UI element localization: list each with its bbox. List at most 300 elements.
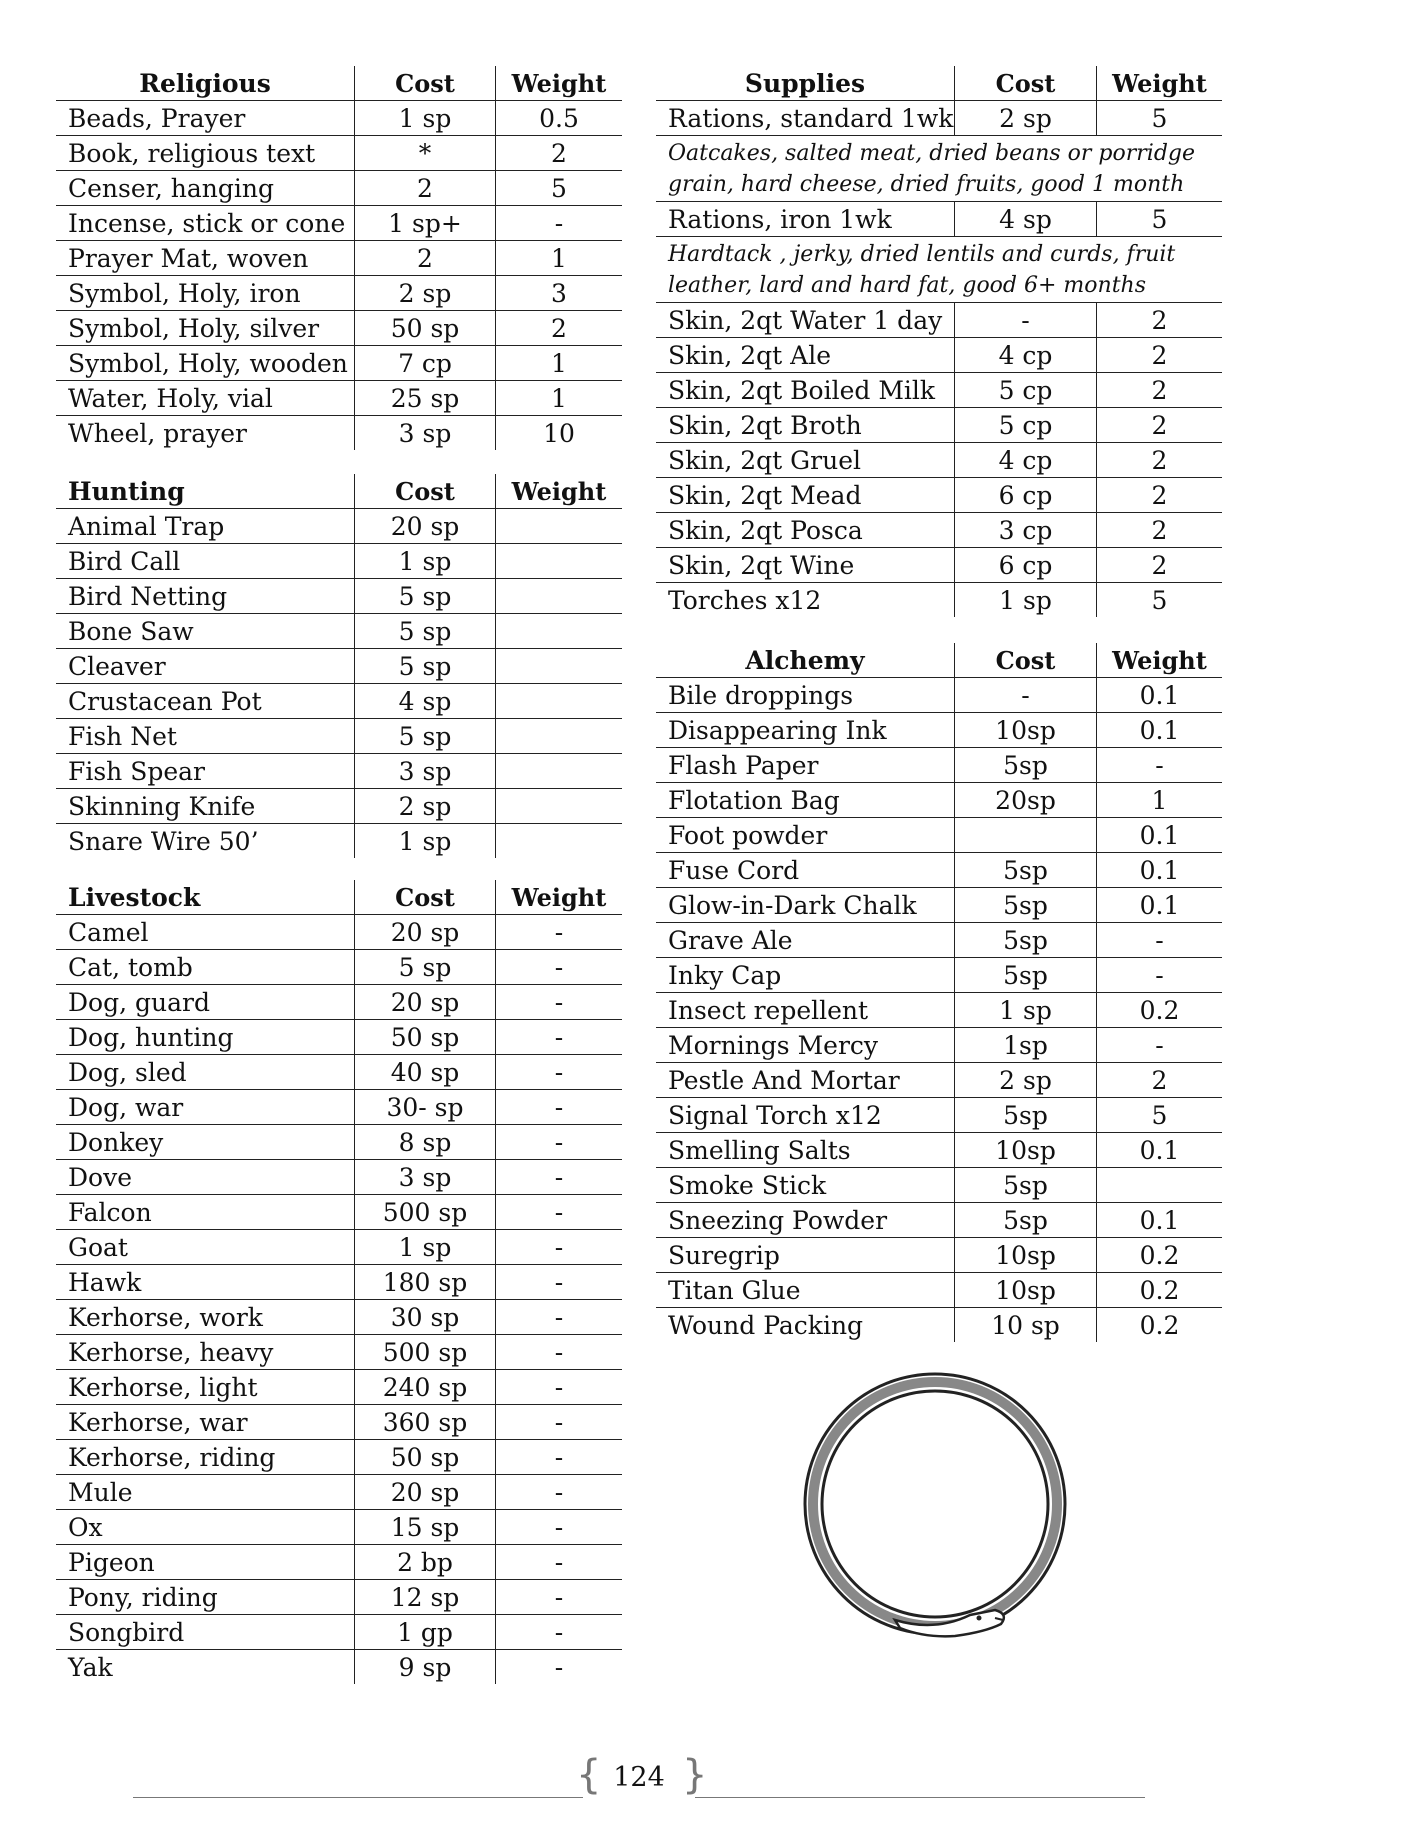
item-name: Incense, stick or cone (68, 209, 346, 238)
table-row (56, 1125, 622, 1160)
table-row (656, 548, 1222, 583)
item-cost: 4 cp (954, 338, 1097, 372)
item-name: Sneezing Powder (668, 1206, 888, 1235)
item-weight: 5 (1151, 104, 1168, 133)
item-weight: - (554, 1443, 564, 1472)
table-row (656, 1028, 1222, 1063)
table-row (656, 818, 1222, 853)
item-cost: 5sp (954, 748, 1097, 782)
item-cost: 6 cp (954, 478, 1097, 512)
item-cost: 5sp (954, 958, 1097, 992)
item-cost: 10sp (954, 1273, 1097, 1307)
item-cost: 5 cp (954, 408, 1097, 442)
table-row (56, 311, 622, 346)
table-row (56, 1300, 622, 1335)
cost-header: Cost (354, 474, 496, 508)
table-header-row (656, 66, 1222, 101)
table-row (56, 346, 622, 381)
table-row (56, 1475, 622, 1510)
item-weight: - (554, 1408, 564, 1437)
item-weight: - (554, 1303, 564, 1332)
table-row (56, 1650, 622, 1684)
table-row (56, 649, 622, 684)
item-name: Mule (68, 1478, 133, 1507)
item-weight: - (1155, 961, 1164, 990)
item-name: Yak (68, 1653, 113, 1682)
table-row (56, 206, 622, 241)
item-cost: 4 sp (954, 202, 1097, 236)
table-row (56, 171, 622, 206)
table-row (656, 678, 1222, 713)
item-weight: 2 (1151, 516, 1168, 545)
table-row (656, 958, 1222, 993)
item-cost: 1 sp (954, 583, 1097, 617)
ouroboros-icon (795, 1370, 1085, 1650)
item-name: Signal Torch x12 (668, 1101, 882, 1130)
item-cost: 9 sp (354, 1650, 496, 1684)
item-name: Donkey (68, 1128, 164, 1157)
item-weight: 2 (1151, 306, 1168, 335)
item-weight: 3 (551, 279, 567, 308)
item-weight: 0.1 (1139, 1136, 1180, 1165)
item-cost: 1 sp (354, 824, 496, 858)
item-cost: 25 sp (354, 381, 496, 415)
item-cost: 50 sp (354, 1020, 496, 1054)
item-cost: 500 sp (354, 1335, 496, 1369)
section-title: Religious (139, 69, 271, 98)
item-weight: - (1155, 751, 1164, 780)
item-weight: 0.1 (1139, 821, 1180, 850)
table-row (56, 1405, 622, 1440)
item-cost: 2 sp (954, 101, 1097, 135)
item-name: Inky Cap (668, 961, 782, 990)
table-row (656, 338, 1222, 373)
table-row (656, 202, 1222, 237)
item-name: Fish Net (68, 722, 177, 751)
table-row (656, 101, 1222, 136)
item-weight (496, 509, 622, 543)
weight-header: Weight (511, 69, 607, 98)
item-weight: 2 (551, 314, 567, 343)
item-cost: 5sp (954, 853, 1097, 887)
item-weight: - (554, 1583, 564, 1612)
item-name: Fish Spear (68, 757, 205, 786)
item-name: Bone Saw (68, 617, 194, 646)
item-name: Fuse Cord (668, 856, 800, 885)
item-name: Symbol, Holy, iron (68, 279, 301, 308)
item-weight: - (554, 1023, 564, 1052)
item-name: Bile droppings (668, 681, 854, 710)
item-name: Hawk (68, 1268, 142, 1297)
item-weight: 5 (1151, 205, 1168, 234)
item-cost: 360 sp (354, 1405, 496, 1439)
table-row (656, 783, 1222, 818)
item-name: Snare Wire 50’ (68, 827, 259, 856)
item-name: Skin, 2qt Boiled Milk (668, 376, 936, 405)
table-row (56, 1510, 622, 1545)
item-name: Grave Ale (668, 926, 793, 955)
table-row (56, 754, 622, 789)
item-name: Pigeon (68, 1548, 155, 1577)
item-weight: - (554, 1338, 564, 1367)
table-row (56, 416, 622, 450)
item-cost: 2 bp (354, 1545, 496, 1579)
item-name: Skinning Knife (68, 792, 256, 821)
table-row (656, 1273, 1222, 1308)
item-weight: 0.1 (1139, 856, 1180, 885)
item-name: Bird Netting (68, 582, 228, 611)
item-name: Skin, 2qt Ale (668, 341, 832, 370)
item-weight: - (1155, 926, 1164, 955)
item-cost: - (954, 303, 1097, 337)
item-name: Ox (68, 1513, 103, 1542)
item-name: Rations, standard 1wk (668, 104, 954, 133)
table-row (656, 993, 1222, 1028)
item-name: Cat, tomb (68, 953, 193, 982)
item-cost: 10sp (954, 1238, 1097, 1272)
table-row (56, 1020, 622, 1055)
item-cost: 20 sp (354, 915, 496, 949)
item-cost: 10 sp (954, 1308, 1097, 1342)
item-cost: 10sp (954, 713, 1097, 747)
item-cost: 20 sp (354, 1475, 496, 1509)
item-name: Torches x12 (668, 586, 822, 615)
item-weight: 2 (1151, 446, 1168, 475)
item-name: Kerhorse, light (68, 1373, 258, 1402)
item-weight: 0.2 (1139, 996, 1180, 1025)
table-row (56, 1230, 622, 1265)
religious-table (56, 66, 622, 450)
table-row (56, 509, 622, 544)
item-weight: 0.1 (1139, 1206, 1180, 1235)
item-weight (496, 579, 622, 613)
item-name: Bird Call (68, 547, 181, 576)
item-cost: 5sp (954, 1203, 1097, 1237)
item-weight (496, 719, 622, 753)
item-name: Cleaver (68, 652, 166, 681)
item-weight: 5 (551, 174, 567, 203)
table-row (656, 1063, 1222, 1098)
item-cost: 2 (354, 171, 496, 205)
item-name: Suregrip (668, 1241, 780, 1270)
footer-rule-right (695, 1797, 1145, 1798)
item-cost: 5sp (954, 888, 1097, 922)
item-cost: 20 sp (354, 985, 496, 1019)
item-cost: 6 cp (954, 548, 1097, 582)
item-name: Titan Glue (668, 1276, 801, 1305)
item-name: Wheel, prayer (68, 419, 248, 448)
table-row (56, 789, 622, 824)
table-row (56, 544, 622, 579)
item-cost: 3 sp (354, 416, 496, 450)
item-weight: 5 (1151, 1101, 1168, 1130)
table-row (56, 1440, 622, 1475)
section-title: Supplies (744, 69, 866, 98)
item-weight: - (554, 1373, 564, 1402)
item-weight: 1 (551, 384, 567, 413)
page-number: 124 (613, 1762, 665, 1793)
table-row (656, 1168, 1222, 1203)
table-row (56, 241, 622, 276)
item-cost: 10sp (954, 1133, 1097, 1167)
item-weight: - (1155, 1031, 1164, 1060)
ration-description: Hardtack , jerky, dried lentils and curds, fruit leather, lard and hard fat, good 6+ months (656, 237, 1222, 303)
item-name: Prayer Mat, woven (68, 244, 309, 273)
item-name: Dog, sled (68, 1058, 187, 1087)
item-weight (496, 544, 622, 578)
item-name: Goat (68, 1233, 128, 1262)
table-row (656, 478, 1222, 513)
item-name: Skin, 2qt Broth (668, 411, 862, 440)
table-row (656, 888, 1222, 923)
item-name: Kerhorse, work (68, 1303, 263, 1332)
item-cost: 15 sp (354, 1510, 496, 1544)
table-row (656, 373, 1222, 408)
table-row (656, 303, 1222, 338)
item-cost: 5 sp (354, 579, 496, 613)
table-row (56, 1090, 622, 1125)
item-cost: 240 sp (354, 1370, 496, 1404)
table-row (56, 1370, 622, 1405)
item-name: Songbird (68, 1618, 185, 1647)
item-name: Insect repellent (668, 996, 869, 1025)
item-name: Kerhorse, heavy (68, 1338, 274, 1367)
item-cost: 20 sp (354, 509, 496, 543)
livestock-table (56, 880, 622, 1684)
item-cost: 5 sp (354, 950, 496, 984)
item-weight: 2 (551, 139, 567, 168)
item-cost: 2 (354, 241, 496, 275)
footer-brace-left: { (576, 1752, 602, 1798)
item-weight: 1 (551, 244, 567, 273)
item-name: Dog, hunting (68, 1023, 234, 1052)
item-name: Symbol, Holy, wooden (68, 349, 348, 378)
table-row (56, 1195, 622, 1230)
item-weight: 1 (551, 349, 567, 378)
section-title: Hunting (68, 477, 185, 506)
item-cost: 180 sp (354, 1265, 496, 1299)
table-row (656, 713, 1222, 748)
item-cost: 5 sp (354, 649, 496, 683)
table-row (656, 748, 1222, 783)
item-weight: 0.2 (1139, 1311, 1180, 1340)
cost-header: Cost (954, 66, 1097, 100)
table-row (656, 1203, 1222, 1238)
cost-header: Cost (954, 643, 1097, 677)
item-name: Skin, 2qt Wine (668, 551, 855, 580)
item-weight: - (554, 1128, 564, 1157)
item-weight: 2 (1151, 341, 1168, 370)
item-cost: 30 sp (354, 1300, 496, 1334)
item-weight: - (554, 1268, 564, 1297)
table-row (56, 1335, 622, 1370)
item-cost: 3 cp (954, 513, 1097, 547)
item-weight (496, 649, 622, 683)
item-name: Flotation Bag (668, 786, 840, 815)
table-header-row (56, 474, 622, 509)
item-cost: 2 sp (354, 276, 496, 310)
item-cost: 40 sp (354, 1055, 496, 1089)
item-weight: - (554, 1618, 564, 1647)
table-row (656, 408, 1222, 443)
item-weight: 0.1 (1139, 716, 1180, 745)
table-row (56, 950, 622, 985)
item-weight: 0.1 (1139, 891, 1180, 920)
item-cost: 50 sp (354, 311, 496, 345)
item-weight: - (554, 1163, 564, 1192)
item-name: Censer, hanging (68, 174, 274, 203)
item-name: Kerhorse, war (68, 1408, 248, 1437)
item-weight: 2 (1151, 551, 1168, 580)
item-cost: 1sp (954, 1028, 1097, 1062)
item-weight: - (554, 1653, 564, 1682)
table-header-row (56, 880, 622, 915)
item-cost: 5 cp (954, 373, 1097, 407)
item-name: Symbol, Holy, silver (68, 314, 320, 343)
item-cost: 2 sp (954, 1063, 1097, 1097)
hunting-table (56, 474, 622, 858)
item-name: Camel (68, 918, 149, 947)
item-cost: 3 sp (354, 1160, 496, 1194)
item-name: Smelling Salts (668, 1136, 851, 1165)
item-cost: 5 sp (354, 719, 496, 753)
item-weight: 10 (543, 419, 575, 448)
item-weight (496, 614, 622, 648)
item-cost: 3 sp (354, 754, 496, 788)
item-name: Foot powder (668, 821, 828, 850)
item-cost: 4 cp (954, 443, 1097, 477)
weight-header: Weight (1112, 69, 1207, 98)
table-row (56, 381, 622, 416)
item-weight: - (554, 1513, 564, 1542)
table-row (56, 614, 622, 649)
item-cost: 1 sp (354, 101, 496, 135)
item-name: Mornings Mercy (668, 1031, 879, 1060)
item-weight: - (554, 988, 564, 1017)
item-cost: 4 sp (354, 684, 496, 718)
item-cost: * (354, 136, 496, 170)
item-name: Smoke Stick (668, 1171, 827, 1200)
table-row (56, 915, 622, 950)
item-name: Dog, war (68, 1093, 184, 1122)
item-weight: 0.2 (1139, 1241, 1180, 1270)
item-cost: 30- sp (354, 1090, 496, 1124)
table-row (56, 1580, 622, 1615)
table-row (56, 1615, 622, 1650)
item-name: Disappearing Ink (668, 716, 887, 745)
alchemy-table (656, 643, 1222, 1342)
table-row (656, 583, 1222, 617)
item-name: Crustacean Pot (68, 687, 262, 716)
item-weight: - (554, 953, 564, 982)
item-weight: 0.2 (1139, 1276, 1180, 1305)
item-weight: - (554, 209, 564, 238)
item-weight (496, 684, 622, 718)
item-cost: 12 sp (354, 1580, 496, 1614)
footer-rule-left (133, 1797, 583, 1798)
table-row (56, 1160, 622, 1195)
weight-header: Weight (511, 477, 607, 506)
table-row (56, 684, 622, 719)
item-name: Wound Packing (668, 1311, 864, 1340)
item-weight: - (554, 1093, 564, 1122)
item-name: Falcon (68, 1198, 152, 1227)
item-cost: 1 sp+ (354, 206, 496, 240)
item-name: Water, Holy, vial (68, 384, 273, 413)
item-name: Dove (68, 1163, 133, 1192)
item-cost: 5sp (954, 1168, 1097, 1202)
item-name: Skin, 2qt Mead (668, 481, 862, 510)
item-cost: 5sp (954, 1098, 1097, 1132)
weight-header: Weight (511, 883, 607, 912)
item-name: Flash Paper (668, 751, 819, 780)
item-cost: 20sp (954, 783, 1097, 817)
item-cost: 7 cp (354, 346, 496, 380)
item-weight: 2 (1151, 481, 1168, 510)
item-name: Kerhorse, riding (68, 1443, 276, 1472)
table-row (656, 443, 1222, 478)
table-header-row (656, 643, 1222, 678)
ration-description: Oatcakes, salted meat, dried beans or porridge grain, hard cheese, dried fruits, good 1 month (656, 136, 1222, 202)
item-name: Beads, Prayer (68, 104, 246, 133)
item-cost: 8 sp (354, 1125, 496, 1159)
item-weight: - (554, 918, 564, 947)
section-title: Alchemy (745, 646, 865, 675)
item-name: Glow-in-Dark Chalk (668, 891, 917, 920)
table-row (56, 136, 622, 171)
table-row (56, 824, 622, 858)
item-weight: - (554, 1233, 564, 1262)
table-row (656, 513, 1222, 548)
cost-header: Cost (354, 66, 496, 100)
item-weight: 2 (1151, 1066, 1168, 1095)
item-weight: 0.5 (539, 104, 579, 133)
section-title: Livestock (68, 883, 201, 912)
table-row (56, 1545, 622, 1580)
item-name: Skin, 2qt Water 1 day (668, 306, 943, 335)
item-cost: 1 sp (354, 544, 496, 578)
table-row (656, 1133, 1222, 1168)
item-name: Pony, riding (68, 1583, 218, 1612)
item-cost: 5sp (954, 923, 1097, 957)
item-weight: - (554, 1198, 564, 1227)
item-cost: 1 sp (954, 993, 1097, 1027)
item-weight (496, 754, 622, 788)
table-row (56, 579, 622, 614)
table-row (656, 1098, 1222, 1133)
item-cost: - (954, 678, 1097, 712)
table-row (656, 923, 1222, 958)
item-weight (1097, 1168, 1222, 1202)
item-name: Dog, guard (68, 988, 210, 1017)
item-weight (496, 789, 622, 823)
table-row (656, 1308, 1222, 1342)
item-cost (954, 818, 1097, 852)
supplies-table (656, 66, 1222, 617)
cost-header: Cost (354, 880, 496, 914)
table-row (656, 1238, 1222, 1273)
item-cost: 50 sp (354, 1440, 496, 1474)
item-cost: 1 sp (354, 1230, 496, 1264)
table-row (56, 719, 622, 754)
weight-header: Weight (1112, 646, 1207, 675)
table-header-row (56, 66, 622, 101)
item-cost: 5 sp (354, 614, 496, 648)
table-row (56, 985, 622, 1020)
item-name: Skin, 2qt Posca (668, 516, 863, 545)
table-row (56, 1265, 622, 1300)
item-cost: 500 sp (354, 1195, 496, 1229)
